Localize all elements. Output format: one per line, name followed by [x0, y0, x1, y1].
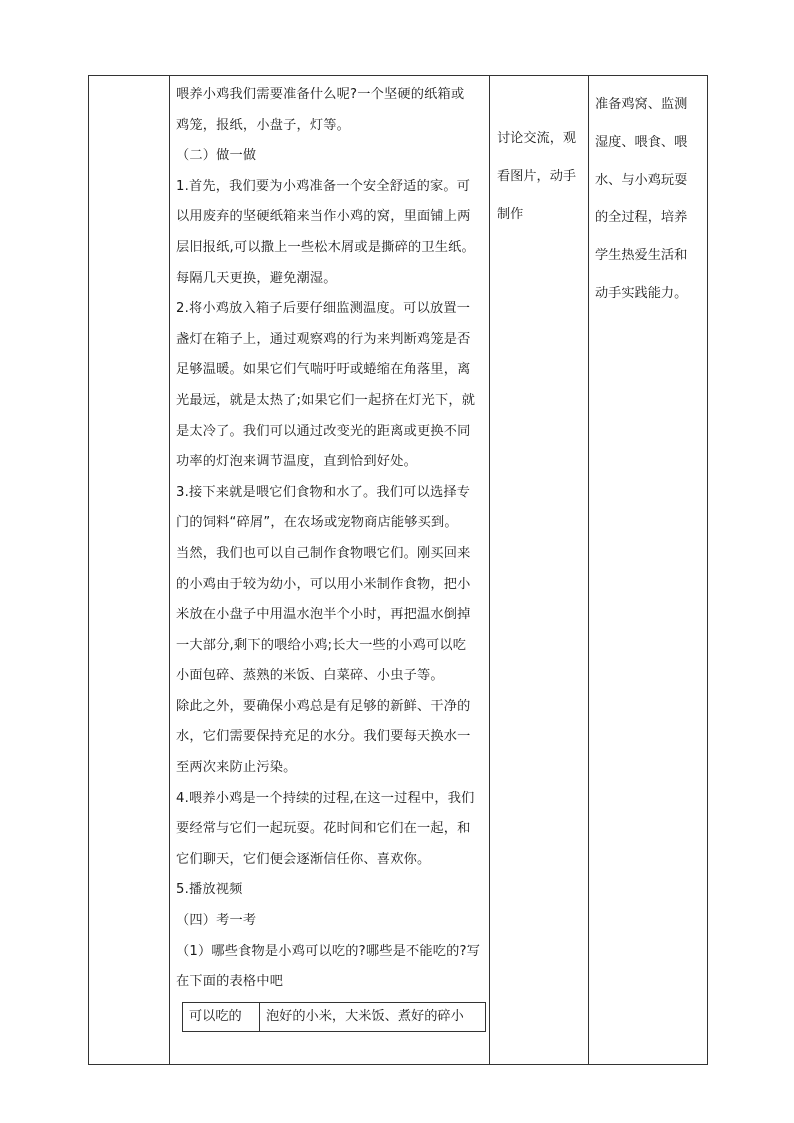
text-line: 1.首先，我们要为小鸡准备一个安全舒适的家。可	[176, 178, 471, 194]
text-line: 门的饲料“碎屑”，在农场或宠物商店能够买到。	[176, 515, 458, 531]
activity-content	[170, 76, 489, 998]
text-line: 喂养小鸡我们需要准备什么呢?一个坚硬的纸箱或	[176, 87, 465, 102]
text-line: 盏灯在箱子上，通过观察鸡的行为来判断鸡笼是否	[176, 331, 471, 347]
text-line: 准备鸡窝、监测	[595, 97, 688, 113]
text-line: 是太冷了。我们可以通过改变光的距离或更换不同	[176, 423, 471, 439]
text-line: 3.接下来就是喂它们食物和水了。我们可以选择专	[176, 484, 471, 500]
text-line: 在下面的表格中吧	[176, 974, 284, 990]
text-line: 湿度、喂食、喂	[595, 134, 688, 150]
table-row	[183, 1002, 486, 1031]
text-line: 鸡笼，报纸，小盘子，灯等。	[176, 117, 351, 133]
design-intent-cell	[589, 76, 708, 1065]
text-line: 水，它们需要保持充足的水分。我们要每天换水一	[176, 729, 471, 745]
student-activity-cell	[490, 76, 589, 1065]
text-line: 足够温暖。如果它们气喘吁吁或蜷缩在角落里，离	[176, 362, 471, 378]
text-line: （1）哪些食物是小鸡可以吃的?哪些是不能吃的?写	[176, 943, 481, 959]
text-line: （四）考一考	[176, 913, 257, 929]
text-line: 4.喂养小鸡是一个持续的过程,在这一过程中，我们	[176, 790, 475, 806]
text-line: 它们聊天，它们便会逐渐信任你、喜欢你。	[176, 851, 431, 867]
text-line: 除此之外，要确保小鸡总是有足够的新鲜、干净的	[176, 698, 471, 714]
text-line: 讨论交流，观	[497, 131, 577, 147]
text-line: 小面包碎、蒸熟的米饭、白菜碎、小虫子等。	[176, 668, 444, 684]
text-line: 一大部分,剩下的喂给小鸡;长大一些的小鸡可以吃	[176, 637, 467, 653]
text-line: 的小鸡由于较为幼小，可以用小米制作食物，把小	[176, 576, 471, 592]
food-value-cell: 泡好的小米，大米饭、煮好的碎小	[260, 1002, 486, 1031]
text-line: 以用废弃的坚硬纸箱来当作小鸡的窝，里面铺上两	[176, 209, 471, 225]
text-line: 功率的灯泡来调节温度，直到恰到好处。	[176, 454, 417, 470]
design-intent-content	[589, 76, 707, 306]
lesson-plan-table	[88, 75, 708, 1065]
text-line: 的全过程，培养	[595, 210, 688, 226]
text-line: 光最远，就是太热了;如果它们一起挤在灯光下，就	[176, 392, 476, 408]
activity-cell	[170, 76, 490, 1065]
text-line: 当然，我们也可以自己制作食物喂它们。刚买回来	[176, 545, 471, 561]
text-line: 至两次来防止污染。	[176, 760, 297, 776]
text-line: 水、与小鸡玩耍	[595, 172, 688, 188]
text-line: 制作	[497, 206, 524, 222]
text-line: 米放在小盘子中用温水泡半个小时，再把温水倒掉	[176, 607, 471, 623]
table-row	[89, 76, 708, 1065]
text-line: 层旧报纸,可以撒上一些松木屑或是撕碎的卫生纸。	[176, 239, 475, 255]
text-line: 每隔几天更换，避免潮湿。	[176, 270, 337, 286]
text-line: 动手实践能力。	[595, 285, 688, 301]
food-table	[182, 1002, 486, 1032]
text-line: 5.播放视频	[176, 882, 243, 898]
text-line: （二）做一做	[176, 148, 257, 164]
text-line: 学生热爱生活和	[595, 247, 688, 263]
student-activity-content	[490, 76, 588, 227]
text-line: 要经常与它们一起玩耍。花时间和它们在一起，和	[176, 821, 471, 837]
text-line: 看图片，动手	[497, 168, 577, 184]
stage-cell	[89, 76, 170, 1065]
food-label-cell: 可以吃的	[183, 1002, 260, 1031]
text-line: 2.将小鸡放入箱子后要仔细监测温度。可以放置一	[176, 301, 471, 317]
